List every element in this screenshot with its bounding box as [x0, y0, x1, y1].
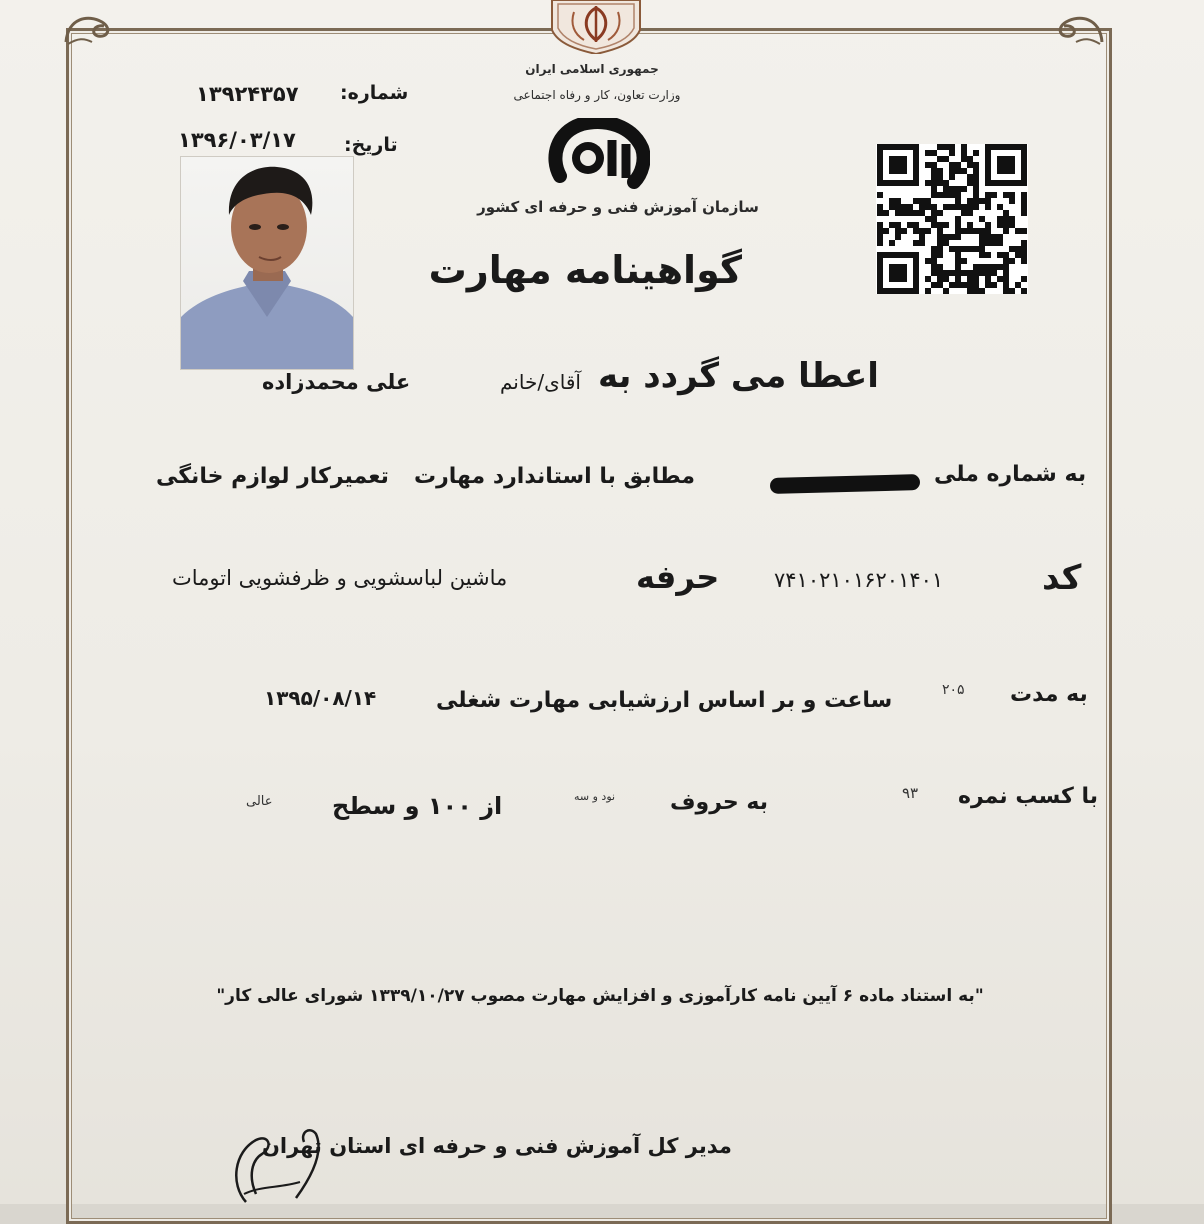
score-level: عالی	[246, 794, 273, 809]
score-value: ۹۳	[902, 784, 919, 802]
corner-ornament-icon	[58, 8, 128, 48]
awarded-prefix: آقای/خانم	[500, 370, 581, 394]
tvto-logo-icon	[546, 118, 650, 192]
holder-name: علی محمدزاده	[262, 370, 411, 394]
score-out-of: از ۱۰۰ و سطح	[332, 792, 503, 820]
trade-label: حرفه	[636, 558, 720, 596]
header-ministry: وزارت تعاون، کار و رفاه اجتماعی	[513, 88, 681, 102]
score-label: با کسب نمره	[958, 784, 1098, 809]
code-label: کد	[1042, 558, 1082, 598]
header-organization: سازمان آموزش فنی و حرفه ای کشور	[477, 198, 759, 216]
standard-label: مطابق با استاندارد مهارت	[414, 464, 695, 489]
date-label: تاریخ:	[344, 134, 398, 156]
duration-suffix: ساعت و بر اساس ارزشیابی مهارت شغلی	[436, 688, 893, 713]
holder-photo	[180, 156, 354, 370]
standard-value: تعمیرکار لوازم خانگی	[156, 464, 389, 489]
coat-of-arms-icon	[544, 0, 648, 54]
number-value: ۱۳۹۲۴۳۵۷	[196, 82, 299, 106]
signature-mark-icon	[200, 1124, 340, 1204]
certificate-title: گواهینامه مهارت	[428, 248, 742, 292]
awarded-label: اعطا می گردد به	[598, 356, 879, 396]
legal-note: "به استناد ماده ۶ آیین نامه کارآموزی و افزایش مهارت مصوب ۱۳۳۹/۱۰/۲۷ شورای عالی کار"	[216, 986, 984, 1006]
qr-code-image	[876, 144, 1028, 294]
national-id-label: به شماره ملی	[934, 462, 1087, 487]
score-in-words: نود و سه	[574, 790, 616, 803]
duration-label: به مدت	[1010, 682, 1088, 707]
date-value: ۱۳۹۶/۰۳/۱۷	[178, 128, 296, 152]
assessment-date: ۱۳۹۵/۰۸/۱۴	[264, 686, 377, 710]
number-label: شماره:	[340, 82, 409, 104]
corner-ornament-icon	[1040, 8, 1110, 48]
score-in-words-label: به حروف	[670, 790, 769, 815]
duration-hours: ۲۰۵	[942, 682, 965, 698]
code-value: ۷۴۱۰۲۱۰۱۶۲۰۱۴۰۱	[774, 568, 944, 592]
signatory-title: مدیر کل آموزش فنی و حرفه ای استان تهران	[262, 1134, 732, 1158]
qr-code-icon	[876, 144, 1028, 294]
holder-photo-image	[181, 157, 353, 369]
trade-value: ماشین لباسشویی و ظرفشویی اتومات	[172, 566, 508, 590]
header-country: جمهوری اسلامی ایران	[525, 62, 659, 76]
